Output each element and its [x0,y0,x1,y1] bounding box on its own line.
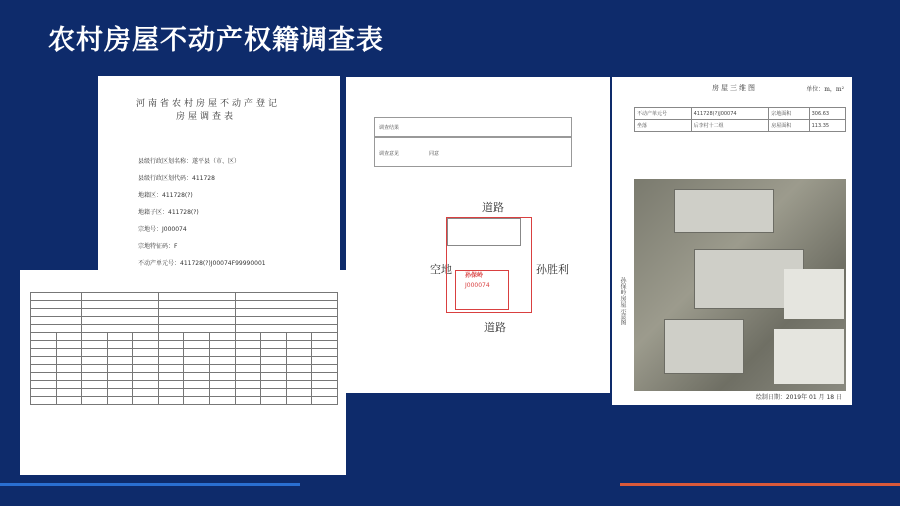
cover-field: 县级行政区划代码：411728 [138,175,215,182]
building [674,189,774,233]
road-top-label: 道路 [482,201,504,214]
building-roof [784,269,844,319]
footer-stripe [0,483,300,486]
page-title: 农村房屋不动产权籍调查表 [48,25,384,56]
cover-field: 县级行政区划名称：遂平县（市、区） [138,158,241,165]
cover-fields [138,156,266,270]
cover-field: 宗地号：J000074 [138,226,187,233]
house-3d-view-document [612,77,852,405]
cover-field: 地籍区：411728(?) [138,192,193,199]
house-survey-table-document [20,270,346,475]
parcel-number: J000074 [465,282,490,289]
table-cell: 坐落 [635,120,692,132]
unit-label: 单位：m，m² [806,86,844,93]
footer-stripe-accent [620,483,900,486]
cover-field: 不动产单元号：411728(?)J00074F99990001 [138,260,266,267]
parcel-sketch-document [346,77,610,393]
building [664,319,744,374]
result-row: 调查结果 [374,117,572,137]
building-roof [774,329,844,384]
parcel-outline [446,217,532,313]
aerial-photo [634,179,846,391]
drawing-date: 绘制日期：2019年 01 月 18 日 [755,394,842,401]
house-3d-heading: 房屋三维图 [712,84,757,92]
table-cell: 不动产单元号 [635,108,692,120]
parcel-cell [447,218,521,246]
road-bottom-label: 道路 [484,321,506,334]
cover-page-document [98,76,340,270]
left-neighbor-label: 空地 [430,263,452,276]
cover-field: 地籍子区：411728(?) [138,209,199,216]
cover-heading: 河南省农村房屋不动产登记 [136,99,281,109]
table-cell: 113.35 [809,120,845,132]
survey-table [30,292,338,405]
table-cell: 房屋面积 [769,120,809,132]
side-label: 孙保岭房屋示意图 [619,277,626,325]
right-neighbor-label: 孙胜利 [536,263,569,276]
table-cell: 411728(?)J00074 [691,108,769,120]
owner-name: 孙保岭 [465,272,484,279]
table-cell: 306.63 [809,108,845,120]
opinion-row: 调查意见 同意 [374,137,572,167]
house-info-table [634,107,846,132]
table-cell: 后李村十二组 [691,120,769,132]
table-cell: 宗地面积 [769,108,809,120]
cover-subheading: 房屋调查表 [176,112,237,122]
cover-field: 宗地特征码：F [138,243,178,250]
